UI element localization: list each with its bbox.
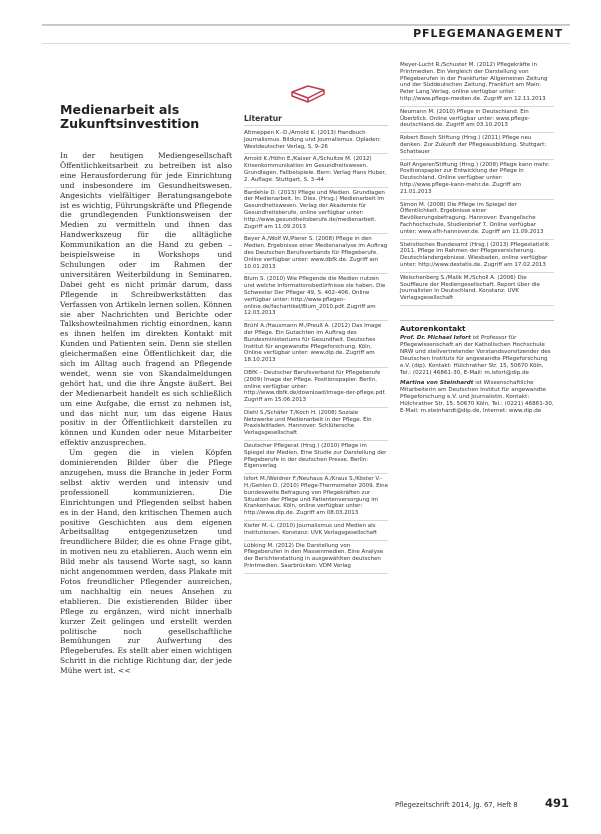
reference-item: Beyer A./Wolf W./Pierer S. (2008) Pflege in den Medien. Ergebnisse einer Medienanalyse im Auftrag des Deutschen Berufsverbands für Pflegeberufe. Online verfügbar unter: www.dbfk.de. Zugriff am 10.01.2013	[244, 234, 388, 274]
reference-item: Meyer-Lucht R./Schuster M. (2012) Pflegekräfte in Printmedien. Ein Vergleich der Darstellung von Pflegeberufen in der Frankfurter Allgemeinen Zeitung und der Süddeutschen Zeitung, Frankfurt am Main: Peter Lang Verlag, online verfügbar unter: http://www.pflege-medien.de. Zugriff am 12.11.2013	[400, 60, 554, 107]
reference-item: Kiefer M.-L. (2010) Journalismus und Medien als Institutionen. Konstanz: UVK Verlagsgesellschaft	[244, 521, 388, 541]
author-bio: ist Wissenschaftliche Mitarbeiterin am Deutschen Institut für angewandte Pflegeforschung e.V. und Journalistin. Kontakt: Hülchrather Str. 15, 50670 Köln, Tel.: (0221) 46861-30, E-Mail: m.steinhardt@dip.de, Internet: www.dip.de	[400, 379, 554, 414]
page-number: 491	[545, 796, 570, 810]
reference-item: Neumann M. (2010) Pflege in Deutschland. Ein Überblick. Online verfügbar unter: www.pflege-deutschland.de. Zugriff am 03.10.2013	[400, 107, 554, 133]
author-entry	[400, 335, 554, 377]
reference-item: DBfK – Deutscher Berufsverband für Pflegeberufe (2009) Image der Pflege. Positionspapier. Berlin, online verfügbar unter: http://www.dbfk.de/download/image-der-pflege.pdf. Zugriff am 15.06.2013	[244, 368, 388, 408]
author-name: Prof. Dr. Michael Isfort	[400, 334, 471, 341]
reference-item: Statistisches Bundesamt (Hrsg.) (2013) Pflegestatistik 2011. Pflege im Rahmen der Pflegeversicherung. Deutschlandergebnisse. Wiesbaden, online verfügbar unter: http://www.destatis.de. Zugriff am 17.02.2013	[400, 240, 554, 273]
section-label: PFLEGEMANAGEMENT	[407, 27, 563, 41]
reference-item: Bardehle D. (2013) Pflege und Medien. Grundlagen der Medienarbeit. In: Dies. (Hrsg.) Medienarbeit im Gesundheitswesen. Verlag der Akademie für Gesundheitsberufe, online verfügbar unter: http://www.gesundheitsberufe.de/medienarbeit. Zugriff am 11.09.2013	[244, 188, 388, 235]
open-book-icon	[288, 80, 328, 106]
reference-item: Simon M. (2008) Die Pflege im Spiegel der Öffentlichkeit. Ergebnisse einer Bevölkerungsbefragung. Hannover: Evangelische Fachhochschule, Studienbrief 7. Online verfügbar unter: www.efh-hannover.de. Zugriff am 11.09.2013	[400, 200, 554, 240]
reference-item: Isfort M./Weidner F./Neuhaus A./Kraus S./Köster V.-H./Gehlen D. (2010) Pflege-Thermometer 2009. Eine bundesweite Befragung von Pflegekräften zur Situation der Pflege und Patientenversorgung im Krankenhaus. Köln, online verfügbar unter: http://www.dip.de. Zugriff am 08.03.2013	[244, 474, 388, 521]
article-paragraph-1: In der heutigen Mediengesellschaft Öffentlichkeitsarbeit zu betreiben ist also eine Herausforderung für jede Einrichtung und insbesondere im Gesundheitswesen. Angesichts vielfältiger Beratungsangebote ist es wichtig, Führungskräfte und Pflegende die grundlegenden Funktionsweisen der Medien zu vermitteln und ihnen das Handwerkszeug für die alltägliche Kommunikation an die Hand zu geben – beispielsweise in Workshops und Schulungen oder im Rahmen der universitären Weiterbildung in Seminaren. Dabei geht es nicht primär darum, dass Pflegende in Schreibwerkstätten das Verfassen von Artikeln lernen sollen. Können sie aber Nachrichten und Berichte oder Talkshowteilnahmen richtig einordnen, kann es ihnen helfen im direkten Kontakt mit Kunden und Patienten sein. Denn sie stellen gleichermaßen eine Öffentlichkeit dar, die sich im Alltag auch fragend an Pflegende wendet, wenn sie von Skandalmeldungen gehört hat, und die ihre Ängste äußert. Bei der Medienarbeit handelt es sich schließlich um eine Aufgabe, die ernst zu nehmen ist, und das nicht nur, um das eigene Haus positiv in der Öffentlichkeit darstellen zu können und Kunden oder neue Mitarbeiter effektiv anzusprechen.	[60, 151, 232, 448]
article-body	[60, 151, 232, 676]
reference-item: Rolf Angerer/Stiftung (Hrsg.) (2008) Pflege kann mehr. Positionspapier zur Entwicklung der Pflege in Deutschland. Online verfügbar unter: http://www.pflege-kann-mehr.de. Zugriff am 21.01.2013	[400, 160, 554, 200]
reference-item: Blum S. (2010) Wie Pflegende die Medien nutzen und welche Informationsbedürfnisse sie haben. Die Schwester Der Pfleger 49, S. 402–406. Online verfügbar unter: http://www.pflegen-online.de/fachartikel/Blum_2010.pdf. Zugriff am 12.03.2013	[244, 274, 388, 321]
reference-item: Brühl A./Hausmann M./Preuß A. (2012) Das Image der Pflege. Ein Gutachten im Auftrag des Bundesministeriums für Gesundheit. Deutsches Institut für angewandte Pflegeforschung. Köln, Online verfügbar unter: www.dip.de. Zugriff am 18.10.2013	[244, 321, 388, 368]
author-entry	[400, 380, 554, 415]
author-contact-heading: Autorenkontakt	[400, 323, 466, 333]
reference-item: Diehl S./Schäfer T./Koch H. (2008) Soziale Netzwerke und Medienarbeit in der Pflege. Ein Praxisleitfaden. Hannover: Schlütersche Verlagsgesellschaft	[244, 408, 388, 441]
header-rule	[42, 24, 570, 26]
reference-item: Weischenberg S./Malik M./Scholl A. (2006) Die Souffleure der Mediengesellschaft. Report über die Journalisten in Deutschland. Konstanz: UVK Verlagsgesellschaft	[400, 273, 554, 306]
reference-item: Arnold K./Höhn E./Kaiser A./Schultze M. (2012) Krisenkommunikation im Gesundheitswesen. Grundlagen, Fallbeispiele. Bern: Verlag Hans Huber, 2. Auflage. Stuttgart, S. 3–44	[244, 154, 388, 187]
reference-item: Lübking M. (2012) Die Darstellung von Pflegeberufen in den Massenmedien. Eine Analyse der Berichterstattung in ausgewählten deutschen Printmedien. Saarbrücken: VDM Verlag	[244, 541, 388, 574]
literature-heading: Literatur	[244, 114, 388, 126]
reference-item: Robert Bosch Stiftung (Hrsg.) (2011) Pflege neu denken. Zur Zukunft der Pflegeausbildung. Stuttgart: Schattauer	[400, 133, 554, 159]
article-paragraph-2: Um gegen die in vielen Köpfen dominierenden Bilder über die Pflege anzugehen, muss die Branche in jeder Form selbst aktiv werden und intensiv und professionell kommunizieren. Die Einrichtungen und Pflegenden selbst haben es in der Hand, den kritischen Themen auch positive Geschichten aus dem eigenen Arbeitsalltag entgegenzusetzen und freundlichere Bilder, die es ohne Frage gibt, in motiven neu zu etablieren. Auch wenn ein Bild mehr als tausend Worte sagt, so kann nicht angenommen werden, dass Plakate mit Fotos freundlicher Pflegender ausreichen, um nachhaltig ein neues Ansehen zu etablieren. Die existierenden Bilder über Pflege zu ergänzen, wird nicht innerhalb kurzer Zeit gelingen und erstellt werden politische noch gesellschaftliche Bemühungen zur Aufwertung des Pflegeberufes. Es stellt aber einen wichtigen Schritt in die richtige Richtung dar, der jede Mühe wert ist. <<	[60, 448, 232, 676]
article-title: Medienarbeit als Zukunftsinvestition	[60, 102, 200, 131]
footer-journal: Pflegezeitschrift 2014, Jg. 67, Heft 8	[395, 801, 518, 809]
reference-item: Altmeppen K.-D./Arnold K. (2013) Handbuch Journalismus. Bildung und Journalismus. Opladen: Westdeutscher Verlag, S. 9–26	[244, 128, 388, 154]
article-column	[60, 103, 232, 676]
author-name: Martina von Steinhardt	[400, 379, 474, 386]
reference-item: Deutscher Pflegerat (Hrsg.) (2010) Pflege im Spiegel der Medien. Eine Studie zur Darstellung der Pflegeberufe in der deutschen Presse. Berlin: Eigenverlag	[244, 441, 388, 474]
literature-column	[244, 80, 388, 574]
author-contact-box	[400, 320, 554, 415]
author-bio: ist Professor für Pflegewissenschaft an der Katholischen Hochschule NRW und stellvertretender Vorstandsvorsitzender des Deutschen Instituts für angewandte Pflegeforschung e.V. (dip). Kontakt: Hülchrather Str. 15, 50670 Köln, Tel.: (0221) 46861-30, E-Mail: m.isfort@dip.de	[400, 334, 551, 376]
header-divider	[42, 43, 570, 44]
right-column	[400, 60, 554, 418]
